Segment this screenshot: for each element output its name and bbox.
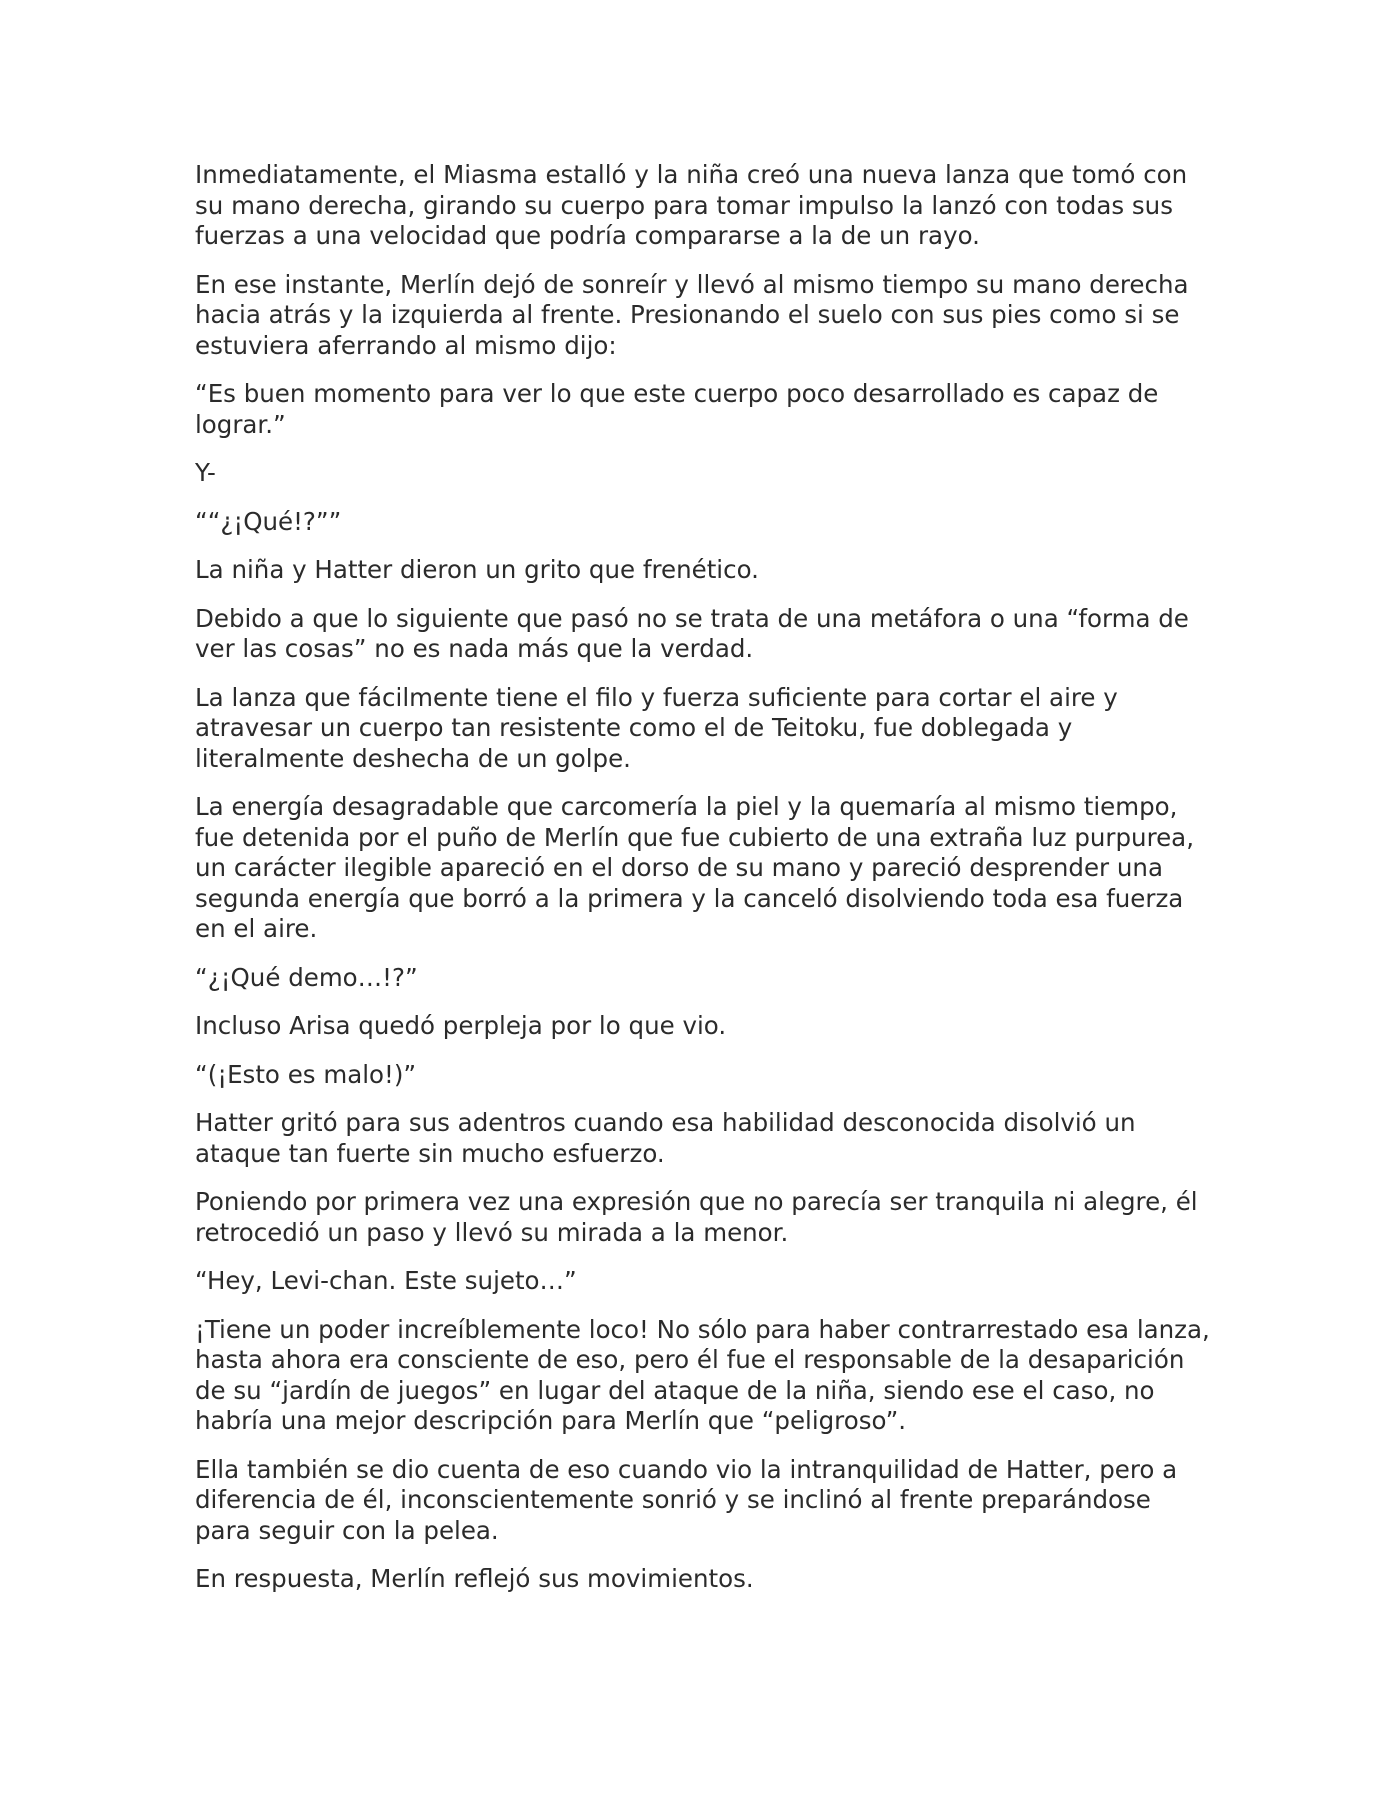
paragraph-13: Hatter gritó para sus adentros cuando esa habilidad desconocida disolvió un ataque tan fuerte sin mucho esfuerzo.: [195, 1108, 1136, 1168]
paragraph-11: Incluso Arisa quedó perpleja por lo que vio.: [195, 1011, 727, 1040]
document-page: [195, 160, 1210, 1613]
paragraph-17: Ella también se dio cuenta de eso cuando vio la intranquilidad de Hatter, pero a diferencia de él, inconscientemente sonrió y se inclinó al frente preparándose para seguir con la pelea.: [195, 1454, 1178, 1545]
paragraph-8: La lanza que fácilmente tiene el filo y fuerza suficiente para cortar el aire y atravesar un cuerpo tan resistente como el de Teitoku, fue doblegada y literalmente deshecha de un golpe.: [195, 682, 1118, 773]
paragraph-14: Poniendo por primera vez una expresión que no parecía ser tranquila ni alegre, él retrocedió un paso y llevó su mirada a la menor.: [195, 1187, 1198, 1247]
paragraph-5: ““¿¡Qué!?””: [195, 506, 342, 536]
paragraph-7: Debido a que lo siguiente que pasó no se trata de una metáfora o una “forma de ver las cosas” no es nada más que la verdad.: [195, 603, 1189, 663]
paragraph-6: La niña y Hatter dieron un grito que frenético.: [195, 555, 759, 584]
paragraph-3: “Es buen momento para ver lo que este cuerpo poco desarrollado es capaz de lograr.”: [195, 379, 1159, 439]
paragraph-9: La energía desagradable que carcomería la piel y la quemaría al mismo tiempo, fue detenida por el puño de Merlín que fue cubierto de una extraña luz purpurea, un carácter ilegible apareció en el dorso de su mano y pareció desprender una segunda energía que borró a la primera y la canceló disolviendo toda esa fuerza en el aire.: [195, 792, 1194, 943]
paragraph-2: En ese instante, Merlín dejó de sonreír y llevó al mismo tiempo su mano derecha hacia atrás y la izquierda al frente. Presionando el suelo con sus pies como si se estuviera aferrando al mismo dijo:: [195, 269, 1189, 360]
paragraph-12: “(¡Esto es malo!)”: [195, 1059, 417, 1089]
paragraph-1: Inmediatamente, el Miasma estalló y la niña creó una nueva lanza que tomó con su mano derecha, girando su cuerpo para tomar impulso la lanzó con todas sus fuerzas a una velocidad que podría compararse a la de un rayo.: [195, 160, 1188, 250]
paragraph-10: “¿¡Qué demo…!?”: [195, 962, 418, 992]
paragraph-16: ¡Tiene un poder increíblemente loco! No sólo para haber contrarrestado esa lanza, hasta ahora era consciente de eso, pero él fue el responsable de la desaparición de su “jardín de juegos” en lugar del ataque de la niña, siendo ese el caso, no habría una mejor descripción para Merlín que “peligroso”.: [195, 1314, 1210, 1435]
paragraph-4: Y-: [195, 458, 216, 487]
paragraph-15: “Hey, Levi-chan. Este sujeto…”: [195, 1266, 577, 1295]
paragraph-18: En respuesta, Merlín reflejó sus movimientos.: [195, 1564, 754, 1593]
